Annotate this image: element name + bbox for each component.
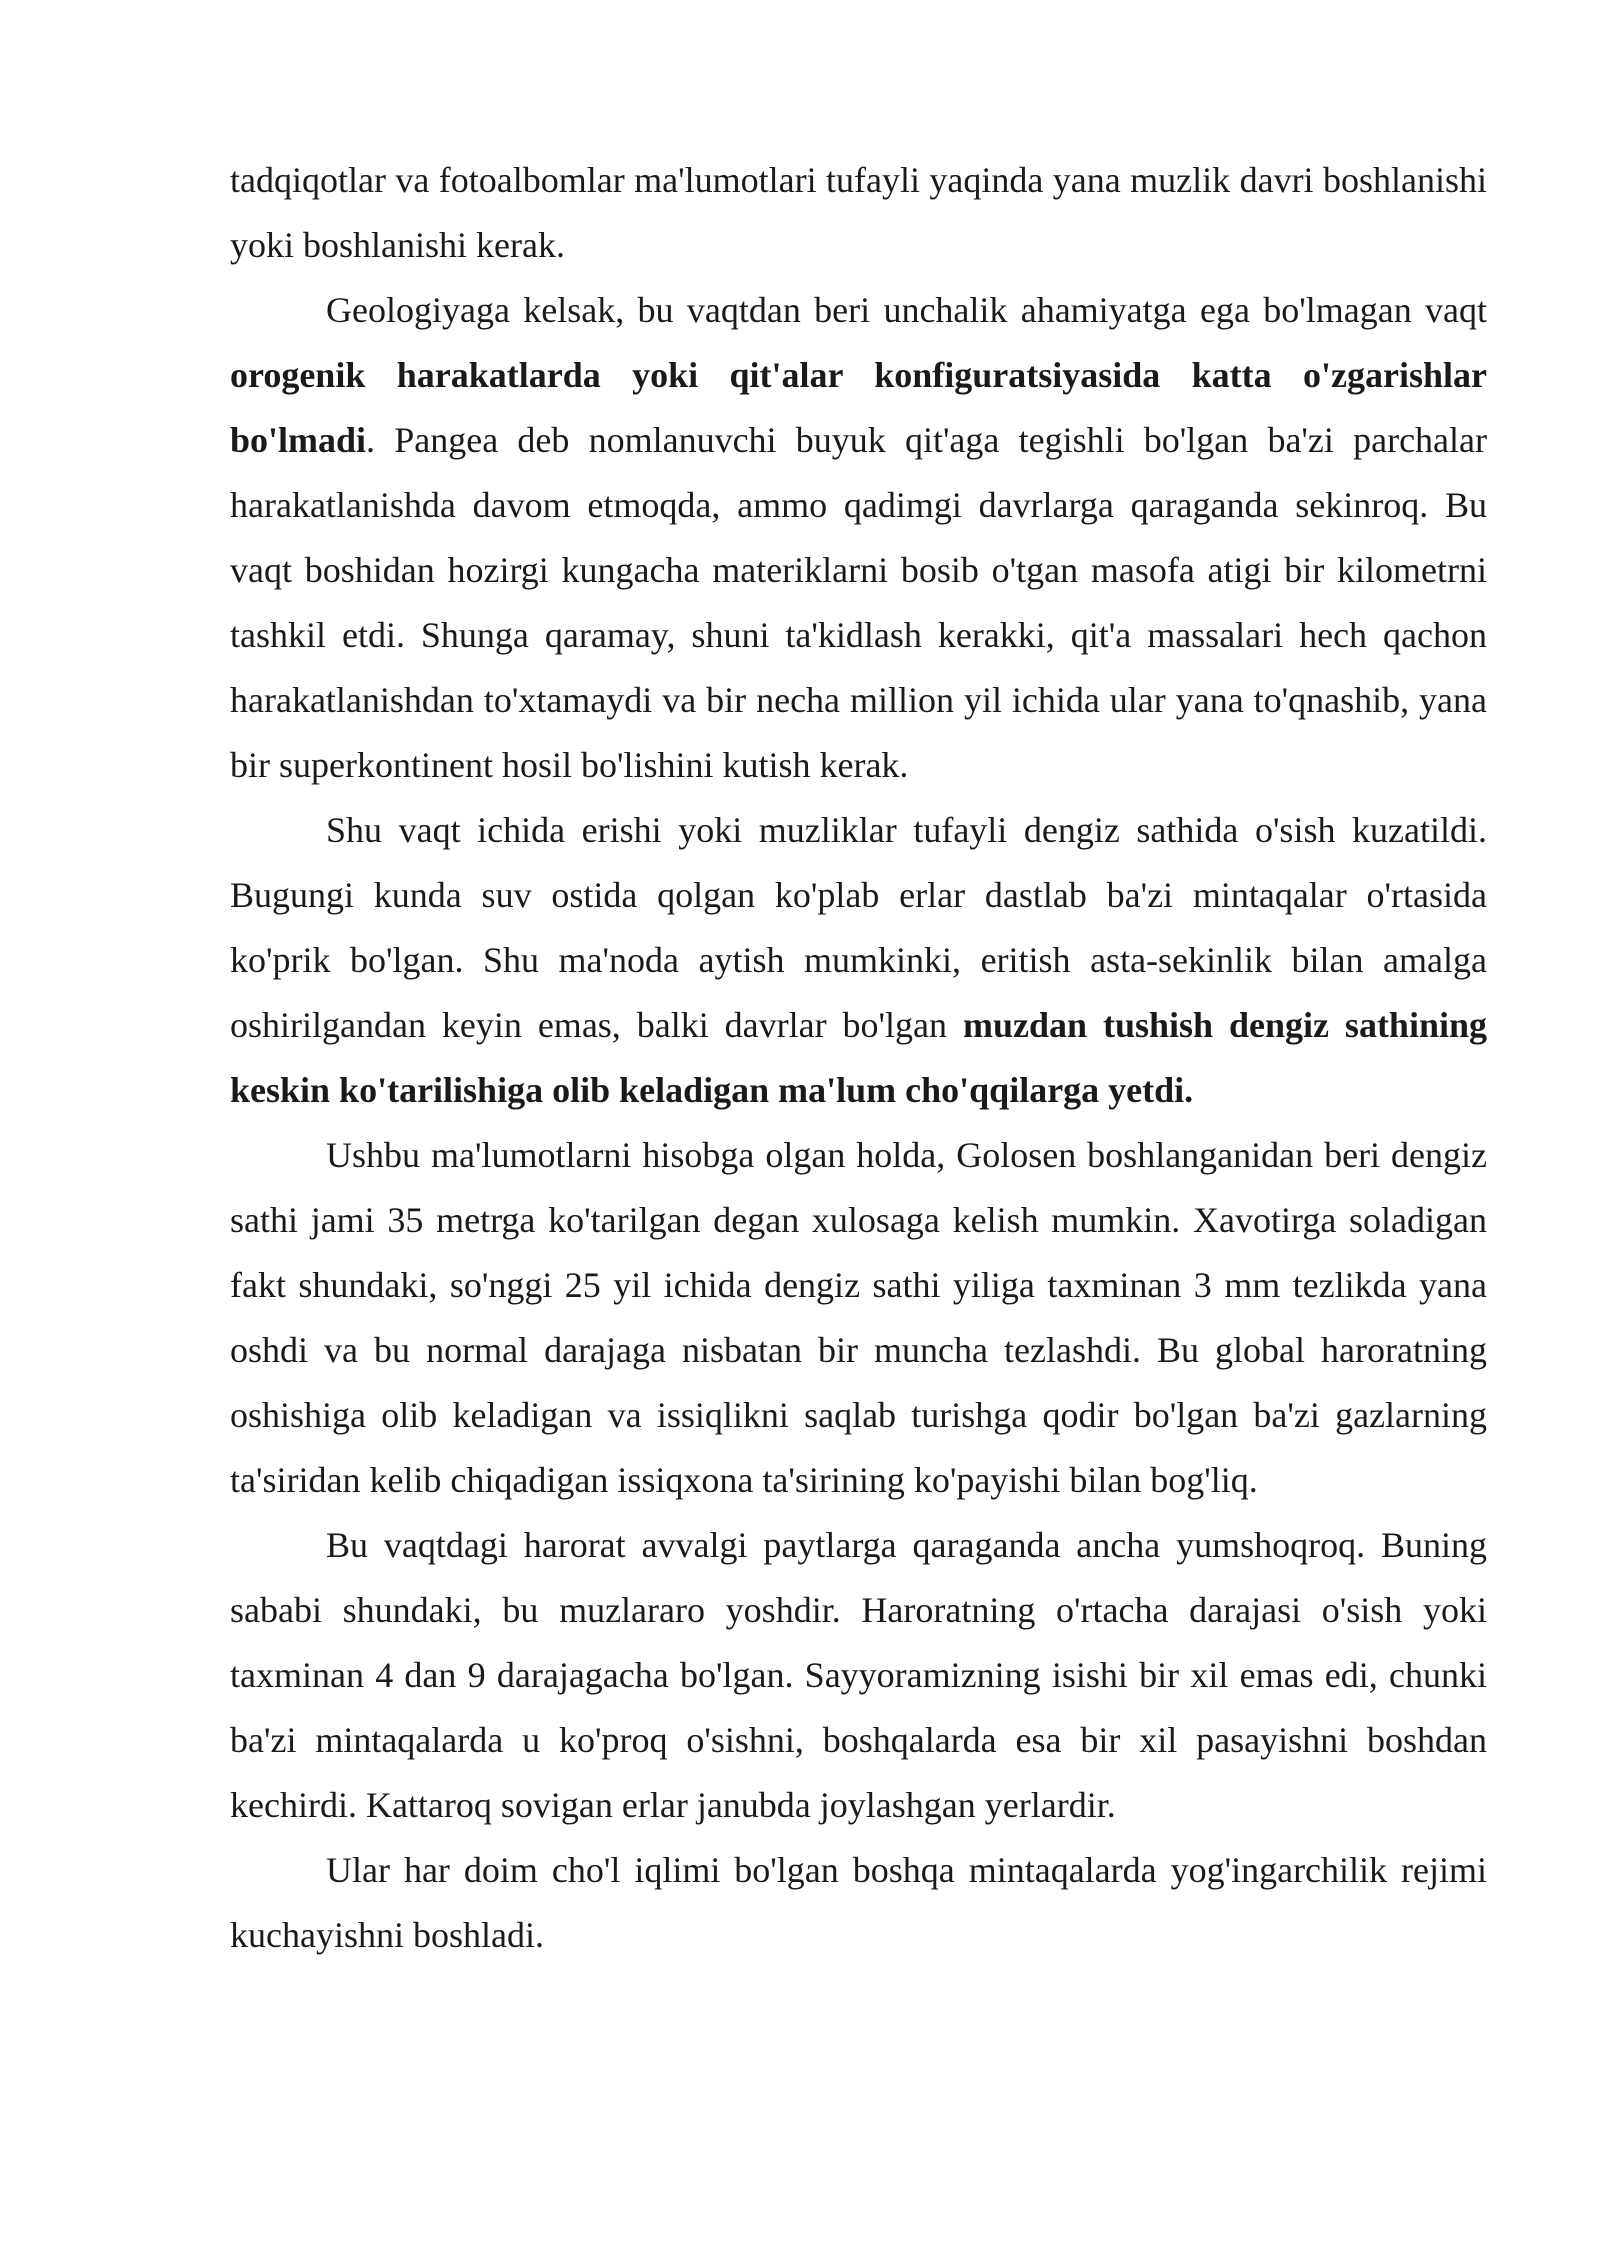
paragraph-1-text: tadqiqotlar va fotoalbomlar ma'lumotlari tufayli yaqinda yana muzlik davri boshlanishi yoki boshlanishi kerak.: [230, 160, 1487, 265]
paragraph-1: [230, 148, 1487, 278]
paragraph-3-text: Shu vaqt ichida erishi yoki muzliklar tufayli dengiz sathida o'sish kuzatildi. Bugungi kunda suv ostida qolgan ko'plab erlar dastlab ba'zi mintaqalar o'rtasida ko'prik bo'lgan. Shu ma'noda aytish mumkinki, eritish asta-sekinlik bilan amalga oshirilgandan keyin emas, balki davrlar bo'lgan: [230, 810, 1487, 1045]
paragraph-3-bold-text: muzdan tushish dengiz sathining keskin ko'tarilishiga olib keladigan ma'lum cho'qqilarga yetdi.: [230, 1005, 1487, 1110]
paragraph-2-bold-text: orogenik harakatlarda yoki qit'alar konfiguratsiyasida katta o'zgarishlar bo'lmadi: [230, 355, 1487, 460]
paragraph-4-text: Ushbu ma'lumotlarni hisobga olgan holda, Golosen boshlanganidan beri dengiz sathi jami 35 metrga ko'tarilgan degan xulosaga kelish mumkin. Xavotirga soladigan fakt shundaki, so'nggi 25 yil ichida dengiz sathi yiliga taxminan 3 mm tezlikda yana oshdi va bu normal darajaga nisbatan bir muncha tezlashdi. Bu global haroratning oshishiga olib keladigan va issiqlikni saqlab turishga qodir bo'lgan ba'zi gazlarning ta'siridan kelib chiqadigan issiqxona ta'sirining ko'payishi bilan bog'liq.: [230, 1135, 1487, 1500]
paragraph-5: [230, 1513, 1487, 1838]
paragraph-2: [230, 278, 1487, 798]
paragraph-5-text: Bu vaqtdagi harorat avvalgi paytlarga qaraganda ancha yumshoqroq. Buning sababi shundaki, bu muzlararo yoshdir. Haroratning o'rtacha darajasi o'sish yoki taxminan 4 dan 9 darajagacha bo'lgan. Sayyoramizning isishi bir xil emas edi, chunki ba'zi mintaqalarda u ko'proq o'sishni, boshqalarda esa bir xil pasayishni boshdan kechirdi. Kattaroq sovigan erlar janubda joylashgan yerlardir.: [230, 1525, 1487, 1825]
body-text: [230, 148, 1487, 1968]
paragraph-4: [230, 1123, 1487, 1513]
paragraph-2-text-a: Geologiyaga kelsak, bu vaqtdan beri unchalik ahamiyatga ega bo'lmagan vaqt: [326, 290, 1487, 330]
paragraph-6: [230, 1838, 1487, 1968]
paragraph-2-text-b: . Pangea deb nomlanuvchi buyuk qit'aga tegishli bo'lgan ba'zi parchalar harakatlanishda davom etmoqda, ammo qadimgi davrlarga qaraganda sekinroq. Bu vaqt boshidan hozirgi kungacha materiklarni bosib o'tgan masofa atigi bir kilometrni tashkil etdi. Shunga qaramay, shuni ta'kidlash kerakki, qit'a massalari hech qachon harakatlanishdan to'xtamaydi va bir necha million yil ichida ular yana to'qnashib, yana bir superkontinent hosil bo'lishini kutish kerak.: [230, 420, 1487, 785]
paragraph-6-text: Ular har doim cho'l iqlimi bo'lgan boshqa mintaqalarda yog'ingarchilik rejimi kuchayishni boshladi.: [230, 1850, 1487, 1955]
paragraph-3: [230, 798, 1487, 1123]
